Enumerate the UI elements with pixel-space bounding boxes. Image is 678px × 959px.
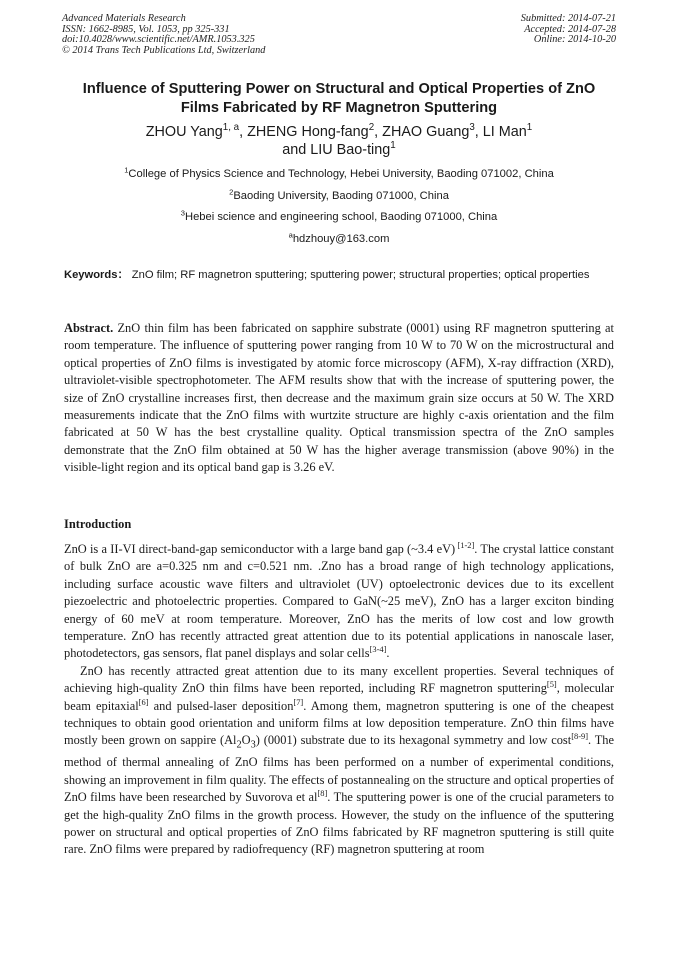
affiliation-mark: 2 [229, 187, 234, 197]
citation-ref: [5] [546, 679, 557, 690]
citation-ref: [8-9] [571, 731, 589, 742]
citation-ref: [1-2] [455, 539, 475, 550]
author-affil-mark: 3 [469, 122, 475, 134]
affiliation-mark: 1 [124, 165, 129, 175]
author-line-1 [64, 123, 614, 141]
affiliation-text: Baoding University, Baoding 071000, China [233, 190, 449, 202]
paper-title: Influence of Sputtering Power on Structural and Optical Properties of ZnO Films Fabricated by RF Magnetron Sputtering [82, 81, 596, 116]
author-name: , LI Man [474, 124, 527, 140]
author-name: and LIU Bao-ting [282, 142, 391, 158]
accepted-date: Accepted: 2014-07-28 [524, 23, 616, 35]
journal-header-right [521, 14, 616, 46]
citation-ref: [7] [293, 696, 304, 707]
author-name: , ZHENG Hong-fang [239, 124, 369, 140]
journal-copyright: © 2014 Trans Tech Publications Ltd, Switzerland [62, 44, 266, 56]
abstract-section [64, 320, 614, 477]
affiliation-3 [64, 210, 614, 224]
paragraph-text: ZnO is a II-VI direct-band-gap semiconductor with a large band gap (~3.4 eV) [64, 542, 456, 556]
affiliation-mark: 3 [180, 208, 185, 218]
citation-ref: [3-4] [369, 644, 387, 655]
intro-paragraph-1 [64, 541, 614, 663]
author-affil-mark: 1, a [222, 122, 240, 134]
keywords-text: ZnO film; RF magnetron sputtering; sputtering power; structural properties; optical properties [131, 269, 590, 281]
author-name: ZHOU Yang [145, 124, 223, 140]
journal-issn: ISSN: 1662-8985, Vol. 1053, pp 325-331 [62, 23, 230, 35]
author-line-2 [64, 141, 614, 159]
affiliation-1 [64, 167, 614, 181]
paragraph-text: . Among them, magnetron sputtering is one of the cheapest techniques to obtain good orientation and uniform films at low deposition temperature. ZnO thin films have mostly been grown on sappire (Al [64, 698, 614, 748]
keywords-section [64, 267, 614, 283]
paragraph-text: ZnO has recently attracted great attention due to its many excellent properties. Several techniques of achieving high-quality ZnO thin films have been reported, including RF magnetron sputtering [64, 663, 614, 696]
paragraph-text: . [386, 646, 390, 661]
author-email [64, 232, 614, 246]
introduction-heading: Introduction [64, 517, 132, 531]
abstract-label: Abstract. [64, 321, 114, 335]
abstract-text: ZnO thin film has been fabricated on sapphire substrate (0001) using RF magnetron sputtering at room temperature. The influence of sputtering power ranging from 10 W to 70 W on the microstructural and optical properties of ZnO films is investigated by atomic force microscopy (AFM), X-ray diffraction (XRD), ultraviolet-visible spectrophotometer. The AFM results show that with the increase of sputtering power, the size of ZnO crystalline increases first, then decrease and the maximum grain size occurs at 50 W. The XRD measurements indicate that the ZnO films with wurtzite structure are highly c-axis orientation and the film fabricated at 50 W has the best crystalline quality. Optical transmission spectra of the ZnO samples demonstrate that the ZnO film obtained at 50 W has the higher average transmission (above 90%) in the visible-light region and its optical band gap is 3.26 eV. [64, 321, 615, 475]
journal-doi: doi:10.4028/www.scientific.net/AMR.1053.325 [62, 34, 255, 46]
journal-name: Advanced Materials Research [62, 13, 186, 24]
affiliation-text: Hebei science and engineering school, Baoding 071000, China [185, 211, 498, 223]
paragraph-text: , molecular beam epitaxial [64, 681, 614, 713]
intro-paragraph-2 [64, 663, 614, 859]
paragraph-text: . The sputtering power is one of the crucial parameters to get the high-quality ZnO films in the growth process. However, the study on the influence of the sputtering power on structural and optical properties of ZnO films fabricated by RF magnetron sputtering is still quite rare. ZnO films were prepared by radiofrequency (RF) magnetron sputtering at room [64, 790, 614, 857]
citation-ref: [8] [317, 788, 328, 799]
keywords-label: Keywords： [64, 269, 129, 281]
author-list [64, 123, 614, 159]
online-date: Online: 2014-10-20 [533, 34, 616, 46]
affiliation-text: College of Physics Science and Technology, Hebei University, Baoding 071002, China [128, 168, 554, 180]
submitted-date: Submitted: 2014-07-21 [520, 13, 616, 24]
affiliation-2 [64, 189, 614, 203]
paragraph-text: ) (0001) substrate due to its hexagonal symmetry and low cost [255, 733, 572, 748]
paragraph-text: O [241, 733, 251, 748]
paragraph-text: and pulsed-laser deposition [148, 698, 294, 713]
author-affil-mark: 2 [368, 122, 375, 134]
author-affil-mark: 1 [526, 122, 533, 134]
paragraph-text: . The method of thermal annealing of ZnO films has been performed on a number of experimental conditions, showing an improvement in film quality. The effects of postannealing on the structure and optical properties of ZnO films have been researched by Suvorova et al [64, 733, 614, 805]
author-affil-mark: 1 [390, 140, 396, 152]
affiliation-mark: a [288, 230, 293, 240]
author-name: , ZHAO Guang [374, 124, 470, 140]
paragraph-text: . The crystal lattice constant of bulk ZnO are a=0.325 nm and c=0.521 nm. .Zno has a broad range of high technology applications, including surface acoustic wave filters and ultraviolet (UV) optoelectronic devices due to its excellent piezoelectric and photoelectric properties. Compared to GaN(~25 meV), ZnO has a larger exciton binding energy of 60 meV at room temperature. Moreover, ZnO has the merits of low cost and low growth temperature. ZnO has recently attracted great attention due to its potential applications in nanoscale laser, photodetectors, gas sensors, flat panel displays and solar cells [64, 542, 614, 661]
introduction-body [64, 541, 614, 859]
citation-ref: [6] [138, 696, 149, 707]
email-text: hdzhouy@163.com [292, 233, 390, 245]
chemical-subscript: 3 [250, 739, 256, 751]
journal-header-left [62, 14, 265, 56]
chemical-subscript: 2 [236, 739, 242, 751]
